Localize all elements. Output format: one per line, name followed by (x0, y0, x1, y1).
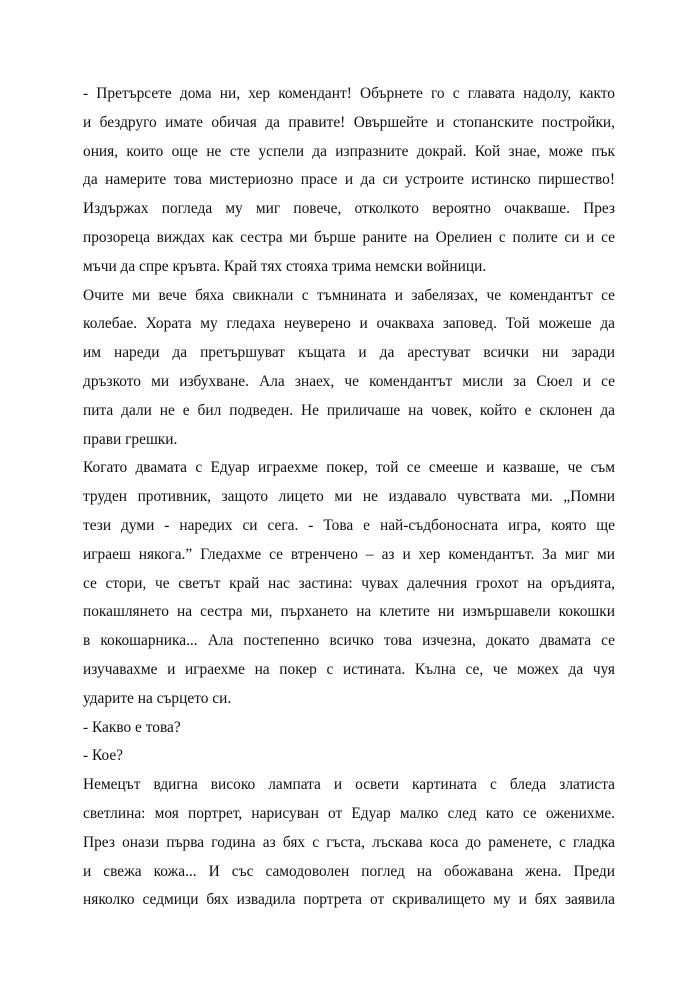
text-line: изучавахме и играехме на покер с истината. Кълна се, че можех да чуя (83, 660, 615, 678)
text-line: им нареди да претършуват къщата и да арестуват всички ни заради (83, 344, 615, 362)
text-line: в кокошарника... Ала постепенно всичко това изчезна, докато двамата се (83, 632, 615, 650)
text-line: играеш някога.” Гледахме се втренчено – аз и хер комендантът. За миг ми (83, 545, 615, 563)
text-line: Немецът вдигна високо лампата и освети картината с бледа златиста (83, 776, 615, 794)
text-line: се стори, че светът край нас застина: чувах далечния грохот на оръдията, (83, 574, 615, 592)
text-line: прозореца виждах как сестра ми бърше раните на Орелиен с полите си и се (83, 228, 615, 246)
text-line: мъчи да спре кръвта. Край тях стояха трима немски войници. (83, 257, 487, 275)
text-line: пита дали не е бил подведен. Не приличаше на човек, който е склонен да (83, 401, 615, 419)
text-line: и свежа кожа... И със самодоволен поглед на обожавана жена. Преди (83, 862, 615, 880)
text-line: покашлянето на сестра ми, пърхането на клетите ни измършавели кокошки (83, 603, 615, 621)
text-line: ударите на сърцето си. (83, 689, 232, 707)
text-line: колебае. Хората му гледаха неуверено и очакваха заповед. Той можеше да (83, 315, 615, 333)
text-line: прави грешки. (83, 430, 178, 448)
body-text (83, 80, 615, 915)
text-line: Очите ми вече бяха свикнали с тъмнината и забелязах, че комендантът се (83, 286, 615, 304)
text-line: - Претърсете дома ни, хер комендант! Обърнете го с главата надолу, както (83, 85, 615, 102)
text-line: - Кое? (83, 747, 124, 765)
text-line: - Какво е това? (83, 718, 181, 736)
text-line: светлина: моя портрет, нарисуван от Едуар малко след като се оженихме. (83, 804, 615, 822)
text-line: труден противник, защото лицето ми не издавало чувствата ми. „Помни (83, 488, 615, 506)
text-line: да намерите това мистериозно прасе и да си устроите истинско пиршество! (83, 171, 615, 189)
text-line: тези думи - наредих си сега. - Това е най-съдбоносната игра, която ще (83, 516, 615, 534)
text-line: и бездруго имате обичая да правите! Овършейте и стопанските постройки, (83, 113, 615, 131)
text-line: няколко седмици бях извадила портрета от скривалището му и бях заявила (83, 891, 615, 909)
text-line: Когато двамата с Едуар играехме покер, той се смееше и казваше, че съм (83, 459, 615, 477)
text-line: дръзкото ми избухване. Ала знаех, че комендантът мисли за Сюел и се (83, 372, 615, 390)
text-line: През онази първа година аз бях с гъста, лъскава коса до раменете, с гладка (83, 833, 615, 851)
text-line: Издържах погледа му миг повече, отколкото вероятно очакваше. През (83, 200, 615, 218)
text-line: ония, които още не сте успели да изпразните докрай. Кой знае, може пък (83, 142, 615, 160)
